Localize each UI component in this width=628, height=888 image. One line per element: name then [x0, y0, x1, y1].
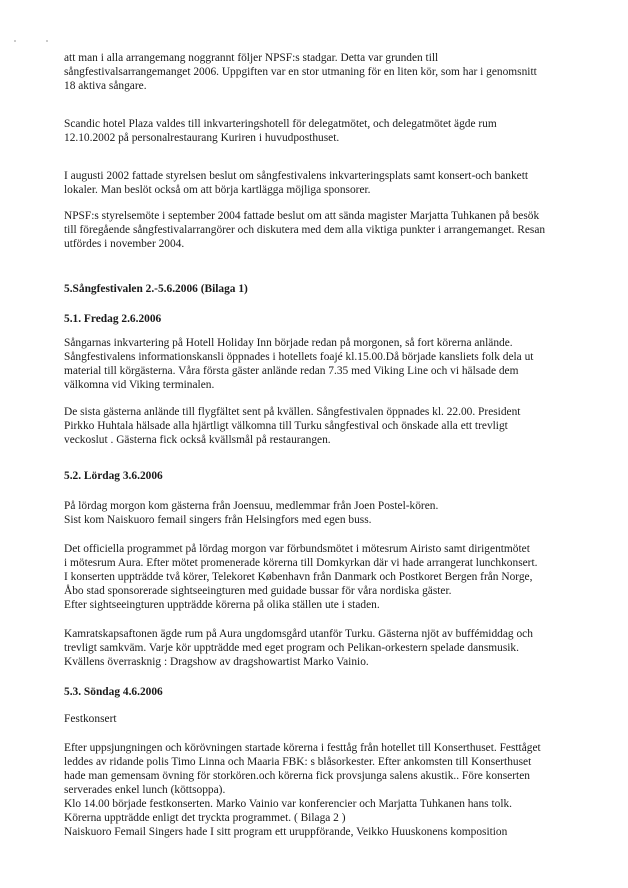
text-line: 12.10.2002 på personalrestaurang Kuriren i huvudposthuset. [64, 132, 340, 144]
text-line: Scandic hotel Plaza valdes till inkvarteringshotell för delegatmötet, och delegatmötet ägde rum [64, 118, 497, 130]
section-heading: 5.2. Lördag 3.6.2006 [64, 470, 163, 482]
text-line: lokaler. Man beslöt också om att börja kartlägga möjliga sponsorer. [64, 184, 371, 196]
section-heading: 5.1. Fredag 2.6.2006 [64, 313, 162, 325]
text-line: Naiskuoro Femail Singers hade I sitt program ett uruppförande, Veikko Huuskonens komposition [64, 826, 508, 838]
text-line: Festkonsert [64, 713, 117, 725]
text-line: sångfestivalsarrangemanget 2006. Uppgiften var en stor utmaning för en liten kör, som har i genomsnitt [64, 66, 537, 78]
text-line: i mötesrum Aura. Efter mötet promenerade körerna till Domkyrkan där vi hade arrangerat lunchkonsert. [64, 557, 538, 569]
text-line: I augusti 2002 fattade styrelsen beslut om sångfestivalens inkvarteringsplats samt konsert-och bankett [64, 170, 529, 182]
text-line: De sista gästerna anlände till flygfältet sent på kvällen. Sångfestivalen öppnades kl. 22.00. President [64, 406, 521, 418]
text-line: Kvällens överrasknig : Dragshow av dragshowartist Marko Vainio. [64, 656, 369, 668]
text-line: hade man gemensam övning för storkören.och körerna fick provsjunga salens akustik.. Före konserten [64, 770, 530, 782]
scan-mark [14, 40, 16, 42]
text-line: trevligt samkväm. Varje kör uppträdde med eget program och Pelikan-orkestern spelade dansmusik. [64, 642, 519, 654]
text-line: Efter sightseeingturen uppträdde körerna på olika ställen ute i staden. [64, 599, 380, 611]
text-line: Efter uppsjungningen och körövningen startade körerna i festtåg från hotellet till Konserthuset. Festtåget [64, 742, 541, 754]
text-line: utfördes i november 2004. [64, 238, 185, 250]
text-line: välkomna vid Viking terminalen. [64, 379, 215, 391]
text-line: Körerna uppträdde enligt det tryckta programmet. ( Bilaga 2 ) [64, 812, 346, 824]
text-line: att man i alla arrangemang noggrannt följer NPSF:s stadgar. Detta var grunden till [64, 52, 439, 64]
text-line: Kamratskapsaftonen ägde rum på Aura ungdomsgård utanför Turku. Gästerna njöt av buffémiddag och [64, 628, 533, 640]
section-heading: 5.Sångfestivalen 2.-5.6.2006 (Bilaga 1) [64, 283, 248, 295]
text-line: leddes av ridande polis Timo Linna och Maaria FBK: s blåsorkester. Efter ankomsten till Konserthuset [64, 756, 532, 768]
text-line: Sångfestivalens informationskansli öppnades i hotellets foajé kl.15.00.Då började kansliets folk dela ut [64, 351, 534, 363]
section-heading: 5.3. Söndag 4.6.2006 [64, 686, 163, 698]
text-line: material till körgästerna. Våra första gäster anlände redan 7.35 med Viking Line och vi hälsade dem [64, 365, 519, 377]
text-line: 18 aktiva sångare. [64, 80, 147, 92]
text-line: serverades enkel lunch (köttsoppa). [64, 784, 226, 796]
text-line: till föregående sångfestivalarrangörer och diskutera med dem alla viktiga punkter i arrangemanget. Resan [64, 224, 546, 236]
text-line: På lördag morgon kom gästerna från Joensuu, medlemmar från Joen Postel-kören. [64, 500, 439, 512]
text-line: Sångarnas inkvartering på Hotell Holiday Inn började redan på morgonen, så fort körerna anlände. [64, 337, 513, 349]
text-line: veckoslut . Gästerna fick också kvällsmål på restaurangen. [64, 434, 331, 446]
text-line: NPSF:s styrelsemöte i september 2004 fattade beslut om att sända magister Marjatta Tuhkanen på besök [64, 210, 540, 222]
text-line: Åbo stad sponsorerade sightseeingturen med guidade bussar för våra nordiska gäster. [64, 585, 452, 597]
text-line: Sist kom Naiskuoro femail singers från Helsingfors med egen buss. [64, 514, 372, 526]
text-line: Pirkko Huhtala hälsade alla hjärtligt välkomna till Turku sångfestival och önskade alla ett trevligt [64, 420, 508, 432]
text-line: I konserten uppträdde två körer, Telekoret København från Danmark och Postkoret Bergen från Norge, [64, 571, 533, 583]
scan-mark [46, 40, 48, 42]
text-line: Klo 14.00 började festkonserten. Marko Vainio var konferencier och Marjatta Tuhkanen hans tolk. [64, 798, 513, 810]
text-line: Det officiella programmet på lördag morgon var förbundsmötet i mötesrum Airisto samt dirigentmötet [64, 543, 530, 555]
